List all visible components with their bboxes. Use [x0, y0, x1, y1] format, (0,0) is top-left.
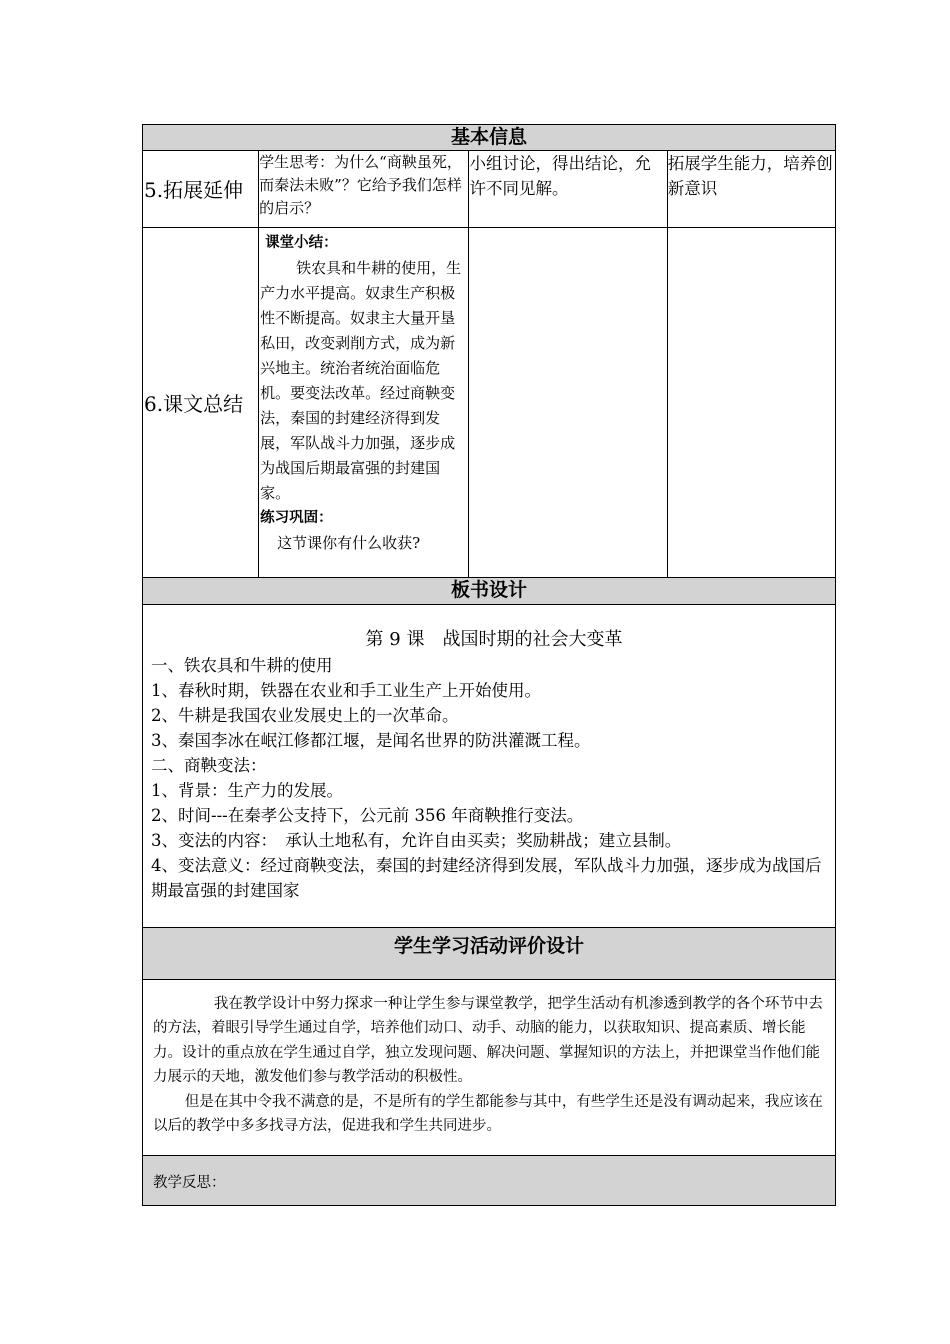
summary-cell [259, 227, 469, 577]
basic-info-table [142, 151, 836, 578]
empty-cell [667, 227, 835, 577]
evaluation-header: 学生学习活动评价设计 [142, 928, 836, 980]
board-line: 二、商鞅变法： [151, 755, 267, 775]
row-label-extension: 5.拓展延伸 [143, 151, 259, 227]
practice-text: 这节课你有什么收获? [277, 533, 421, 552]
board-design-header: 板书设计 [142, 578, 836, 605]
board-line: 3、变法的内容： 承认土地私有，允许自由买卖；奖励耕战；建立县制。 [151, 830, 682, 850]
board-line: 2、时间---在秦孝公支持下，公元前 356 年商鞅推行变法。 [151, 805, 584, 825]
teacher-activity-cell: 学生思考：为什么“商鞅虽死，而秦法未败”？它给予我们怎样的启示？ [259, 151, 469, 227]
evaluation-paragraph: 但是在其中令我不满意的是，不是所有的学生都能参与其中，有些学生还是没有调动起来，我应该在以后的教学中多多找寻方法，促进我和学生共同进步。 [153, 1093, 823, 1134]
table-row [143, 227, 836, 577]
empty-cell [469, 227, 667, 577]
evaluation-paragraph: 我在教学设计中努力探求一种让学生参与课堂教学，把学生活动有机渗透到教学的各个环节中去的方法，着眼引导学生通过自学，培养他们动口、动手、动脑的能力，以获取知识、提高素质、增长能力。设计的重点放在学生通过自学，独立发现问题、解决问题、掌握知识的方法上，并把课堂当作他们能力展示的天地，激发他们参与教学活动的积极性。 [153, 995, 823, 1085]
basic-info-header: 基本信息 [142, 124, 836, 151]
student-activity-cell: 小组讨论，得出结论，允许不同见解。 [469, 151, 667, 227]
table-row [143, 151, 836, 227]
board-line: 3、秦国李冰在岷江修都江堰，是闻名世界的防洪灌溉工程。 [151, 730, 591, 750]
row-label-summary: 6.课文总结 [143, 227, 259, 577]
board-line: 一、铁农具和牛耕的使用 [151, 655, 333, 675]
evaluation-content [142, 980, 836, 1156]
reflection-label: 教学反思： [142, 1156, 836, 1206]
board-line: 1、背景：生产力的发展。 [151, 780, 343, 800]
board-line: 1、春秋时期，铁器在农业和手工业生产上开始使用。 [151, 680, 541, 700]
summary-heading: 课堂小结： [265, 234, 338, 251]
lesson-plan-page [142, 124, 836, 1206]
board-line: 2、牛耕是我国农业发展史上的一次革命。 [151, 705, 459, 725]
design-intent-cell: 拓展学生能力，培养创新意识 [667, 151, 835, 227]
board-title: 第 9 课 战国时期的社会大变革 [365, 628, 623, 650]
board-line: 4、变法意义：经过商鞅变法，秦国的封建经济得到发展，军队战斗力加强，逐步成为战国后期最富强的封建国家 [151, 855, 822, 900]
summary-text: 铁农具和牛耕的使用，生产力水平提高。奴隶生产积极性不断提高。奴隶主大量开垦私田，改变剥削方式，成为新兴地主。统治者统治面临危机。要变法改革。经过商鞅变法，秦国的封建经济得到发展，军队战斗力加强，逐步成为战国后期最富强的封建国家。 [260, 258, 462, 502]
board-design-content [142, 605, 836, 928]
practice-heading: 练习巩固： [260, 509, 333, 526]
